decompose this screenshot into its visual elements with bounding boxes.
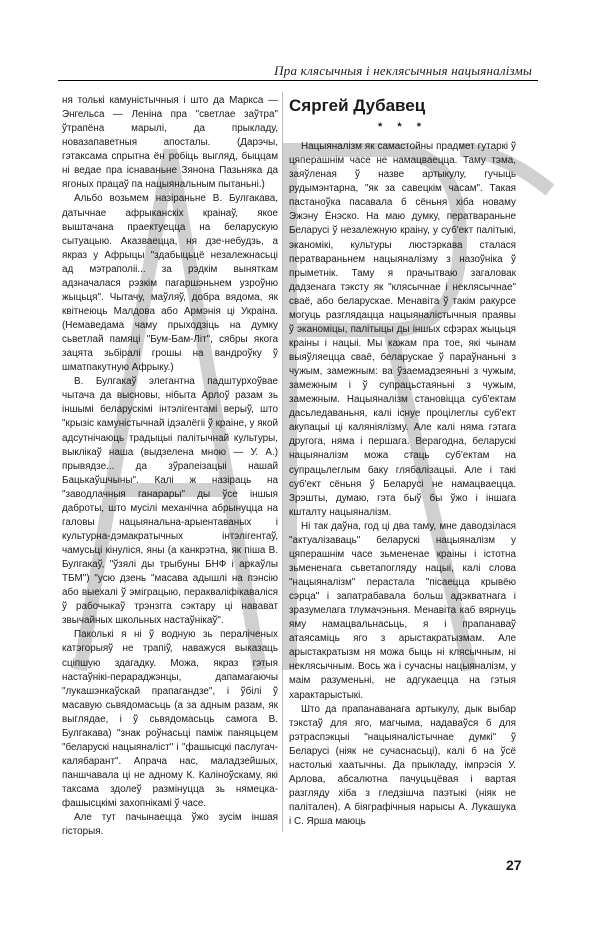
paragraph: Ні так даўна, год ці два таму, мне даводзілася "актуалізаваць" беларускі нацыяналізм у цяперашнім часе зьмененае краіны і істотна зьмененага сьветапогляду нацыі, калі слова "нацыяналізм" перастала "пісаецца крывёю сэрца" і запатрабавала больш адэкватнага і зразумелага тлумачэньня. Менавіта каб вярнуць яму намацвальнасьць, я і прапанаваў атаясаміць яго з арыстакратызмам. Але арыстакратызм ня можа быць ні клясычным, ні неклясычным. Вось жа і сучасны нацыяналізм, у маім разуменьні, не адгукаецца на гэтыя характарыстыкі.	[289, 520, 516, 701]
paragraph: ня толькі камуністычныя і што да Маркса — Энгельса — Леніна пра "светлае заўтра" ўтрапёна марылі, да прыкладу, новазапаветныя апосталы. (Дарэчы, гэтаксама спрытна ён робіць выгляд, быццам ні ведае пра існаваньне Зянона Пазьняка да ягоных працаў па нацыянальным пытаньні.)	[62, 95, 278, 191]
paragraph: Паколькі я ні ў водную зь пераліченых катэгорыяў не трапіў, наважуся выказаць сціпшую здагадку. Можа, якраз гэтыя настаўнікі-перараджэнцы, дапамагаючы "лукашэнкаўскай прапагандзе", і ўбілі ў масавую сьвядомасьць (а за адным разам, як выглядае, і ў сьвядомасьць самога В. Булгакава) "знак роўнасьці паміж паняцьцем "беларускі нацыяналіст" і "фашысцкі паслугач-калябарант". Апрача нас, маладзейшых, паншчавала ці не адному К. Каліноўскаму, які таксама здолеў размінуцца зь нямецка-фашысцкімі захопнікамі ў часе.	[62, 629, 278, 810]
paragraph: Нацыяналізм як самастойны прадмет гутаркі ў цяперашнім часе не намацваецца. Таму тэма, заяўленая ў назве артыкулу, гучыць рудымэнтарна, "як за савецкім часам". Такая пастаноўка пасавала б сёньня хіба новаму Эжэну Ёнэско. На маю думку, ператвараньне Беларусі ў незалежную краіну, у суб'ект палітыкі, эканомікі, культуры люстэркава сталася ператвараньнем нацыяналізму з назоўніка ў прыметнік. Таму я прачытваю загаловак дадзенага тэксту як "клясычнае і неклясычнае" сваё, або беларускае. Менавіта ў такім ракурсе могуць разглядацца нацыяналістычныя праявы ў эканоміцы, палітыцы ды іншых сфэрах жыцьця краіны і нацыі. Мы кажам пра тое, які чынам выяўляецца сваё, беларускае ў параўнаньні з чужым, замежным: ва ўзаемадзеяньні з чужым, замежным і ў супрацьстаяньні з чужым, замежным. Нацыяналізм становіцца суб'ектам дасьледаваньня, калі існуе процілеглы суб'ект акупацыі ці каляніялізму. Але калі няма гэтага другога, няма і першага. Верагодна, беларускі нацыяналізм можа стаць суб'ектам на супрацьлеглым баку глябалізацыі. Але і такі суб'ект сёньня ў Беларусі не намацваецца. Зрэшты, думаю, гэта быў бы ўжо і іншага кшталту нацыяналізм.	[289, 141, 516, 518]
section-mark: * * *	[378, 121, 427, 133]
right-column	[289, 96, 516, 829]
article-author: Сяргей Дубавец	[289, 96, 426, 115]
paragraph: Але тут пачынаецца ўжо зусім іншая гісторыя.	[62, 812, 278, 838]
running-head	[58, 62, 538, 81]
page-number: 27	[506, 857, 522, 873]
left-column	[62, 94, 278, 839]
paragraph: Што да прапанаванага артыкулу, дык выбар тэкстаў для яго, магчыма, надаваўся б для рэтраспэкцыі "нацыяналістычнае думкі" ў Беларусі (ніяк не сучаснасьці), калі б на ўсё настолькі хаатычны. Да прыкладу, імпрэсія У. Арлова, абсалютна пачуцьцёвая і вартая разгляду хіба з гледзішча паэтыкі (ніяк не палітален). А біяграфічныя нарысы А. Лукашука і С. Ярша маюць	[289, 703, 516, 828]
running-head-title: Пра клясычныя і неклясычныя нацыяналізмы	[274, 63, 532, 78]
paragraph: В. Булгакаў элегантна падштурхоўвае чытача да высновы, нібыта Арлоў разам зь іншымі беларускімі інтэлігентамі верыў, што "крызіс камуністычнай ідэалёгіі ў краіне, у якой адсутнічаюць традыцыі палітычнай культуры, выклікаў наша (выдзелена мною — У. А.) прывядзе... да зўрапеізацыі нашай Бацькаўшчыны". Калі ж назіраць на "заводлачныя ганарары" ды ўсе іншыя даброты, што мусілі механічна абрынуцца на галовы нацыянальна-арыентаваных і культурна-дэмакратычных інтэлігентаў, чамусьці кінуліся, яны (а канкрэтна, як піша В. Булгакаў, "ўзялі ды трыбуны БНФ і аркаўлы ТБМ") "усю дзень "масава адышлі на пэнсію або выехалі ў эміграцыю, перакваліфікаваліся ў рабочыкаў трэнзгга сэктару ці навават звычайных школьных настаўнікаў".	[62, 376, 278, 627]
column-divider	[282, 92, 283, 832]
paragraph: Альбо возьмем назіраньне В. Булгакава, датычнае афрыканскіх краінаў, якое выштачана праектуецца на беларускую сытуацыю. Аказваецца, ня дзе-небудзь, а якраз у Афрыцы "здабыцьцё незалежнасьці ад мэтраполіі... за рэдкім выняткам адзначалася рэзкім пагаршэньнем узроўню жыцьця". Чытачу, маўляў, добра вядома, як квітнеюць Малдова або Армэнія ці Украіна. (Немаведама чаму прыходзіць на думку сьветлай памяці "Бум-Бам-Літ", сябры якога зацята зьбіралі грошы на вандроўку ў шматпакутную Афрыку.)	[62, 193, 278, 374]
